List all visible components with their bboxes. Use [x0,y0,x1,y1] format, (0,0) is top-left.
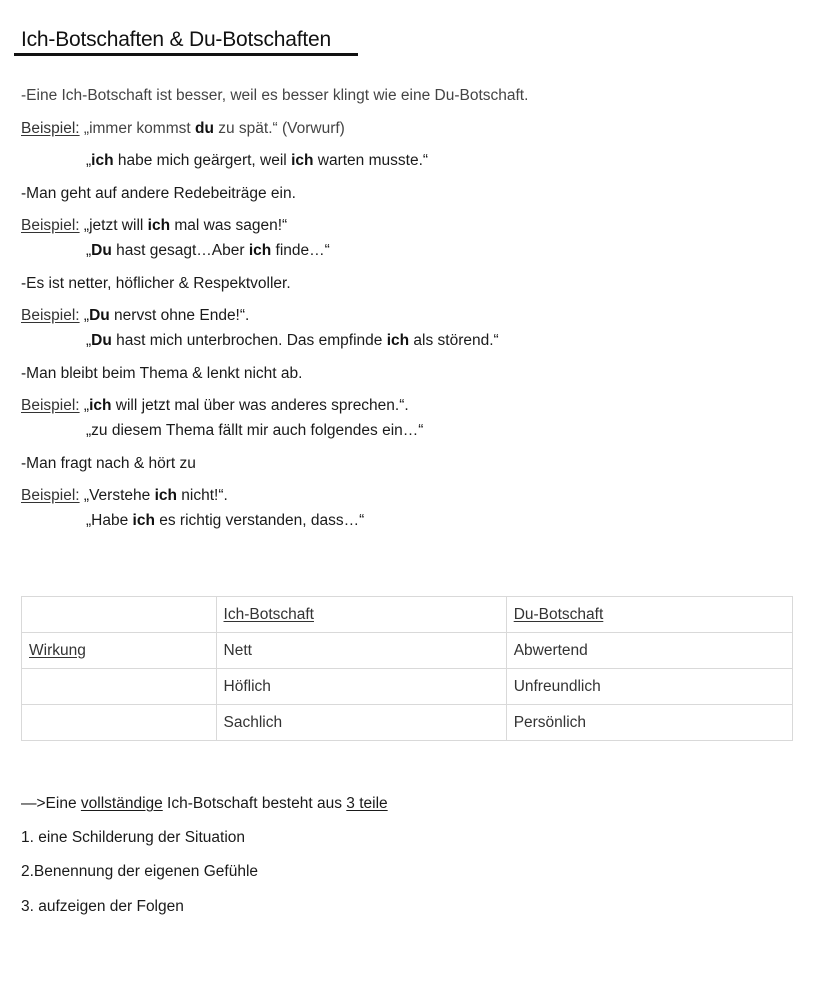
title-underline [14,53,358,56]
quote-text: mal was sagen!“ [170,217,288,234]
example-label: Beispiel: [21,307,80,324]
quote-text: es richtig verstanden, dass…“ [154,512,365,529]
statement-3: -Es ist netter, höflicher & Respektvoller. [21,275,291,292]
quote-bold: ich [154,487,177,504]
example-4-second [86,421,423,441]
quote-text: als störend.“ [409,332,499,349]
table-cell [22,669,217,705]
table-row [22,669,793,705]
table-row [22,633,793,669]
example-label: Beispiel: [21,397,80,414]
quote-bold: Du [91,332,112,349]
header-du: Du-Botschaft [513,605,604,623]
comparison-table [21,596,793,741]
quote-bold: Du [89,307,110,324]
quote-text: „zu diesem Thema fällt mir auch folgendes ein…“ [86,422,424,439]
quote-text: habe mich geärgert, weil [113,152,292,169]
example-label: Beispiel: [21,487,80,504]
quote-text: nicht!“. [176,487,228,504]
table-row [22,705,793,741]
summary-underlined: 3 teile [346,795,388,812]
quote-bold: Du [91,242,112,259]
table-header-cell [22,597,217,633]
quote-text: zu spät.“ (Vorwurf) [213,120,345,137]
example-3-second [86,331,499,351]
quote-text: „ [86,242,92,259]
quote-bold: ich [147,217,171,234]
quote-text: „ [86,332,92,349]
statement-1: -Eine Ich-Botschaft ist besser, weil es besser klingt wie eine Du-Botschaft. [21,87,529,104]
statement-5: -Man fragt nach & hört zu [21,455,196,472]
example-5-first [21,486,228,506]
row-label-wirkung: Wirkung [29,641,86,659]
example-1-first [21,119,345,139]
quote-bold: ich [386,332,410,349]
quote-text: nervst ohne Ende!“. [109,307,250,324]
example-3-first [21,306,249,326]
header-ich: Ich-Botschaft [223,605,314,623]
quote-text: „Habe [86,512,133,529]
example-2-second [86,241,330,261]
table-header-cell [216,597,506,633]
quote-text: will jetzt mal über was anderes sprechen.“. [111,397,409,414]
quote-text: „Verstehe [83,487,155,504]
summary-item-3: 3. aufzeigen der Folgen [21,898,184,915]
statement-2: -Man geht auf andere Redebeiträge ein. [21,185,296,202]
summary-text: —>Eine [21,795,81,812]
table-header-cell [506,597,792,633]
table-cell [22,705,217,741]
example-5-second [86,511,364,531]
summary-underlined: vollständige [80,795,163,812]
table-cell: Persönlich [506,705,792,741]
example-1-second [86,151,428,171]
quote-bold: ich [89,397,112,414]
example-label: Beispiel: [21,217,80,234]
table-header-row [22,597,793,633]
summary-statement [21,794,388,814]
quote-bold: ich [91,152,114,169]
quote-text: „immer kommst [83,120,195,137]
quote-text: „ [83,307,90,324]
quote-bold: ich [132,512,155,529]
quote-text: hast gesagt…Aber [111,242,249,259]
quote-bold: ich [291,152,314,169]
summary-item-1: 1. eine Schilderung der Situation [21,829,246,846]
table-cell: Unfreundlich [506,669,792,705]
summary-text: Ich-Botschaft besteht aus [162,795,347,812]
quote-text: „jetzt will [83,217,148,234]
statement-4: -Man bleibt beim Thema & lenkt nicht ab. [21,365,303,382]
quote-bold: ich [248,242,272,259]
page-title: Ich-Botschaften & Du-Botschaften [21,28,331,51]
summary-item-2: 2.Benennung der eigenen Gefühle [21,863,259,880]
table-cell [22,633,217,669]
quote-bold: du [194,120,214,137]
quote-text: finde…“ [271,242,330,259]
example-4-first [21,396,409,416]
table-cell: Sachlich [216,705,506,741]
quote-text: hast mich unterbrochen. Das empfinde [111,332,387,349]
example-label: Beispiel: [21,120,80,137]
quote-text: „ [86,152,92,169]
quote-text: warten musste.“ [313,152,429,169]
table-cell: Abwertend [506,633,792,669]
example-2-first [21,216,287,236]
quote-text: „ [83,397,90,414]
table-cell: Nett [216,633,506,669]
table-cell: Höflich [216,669,506,705]
